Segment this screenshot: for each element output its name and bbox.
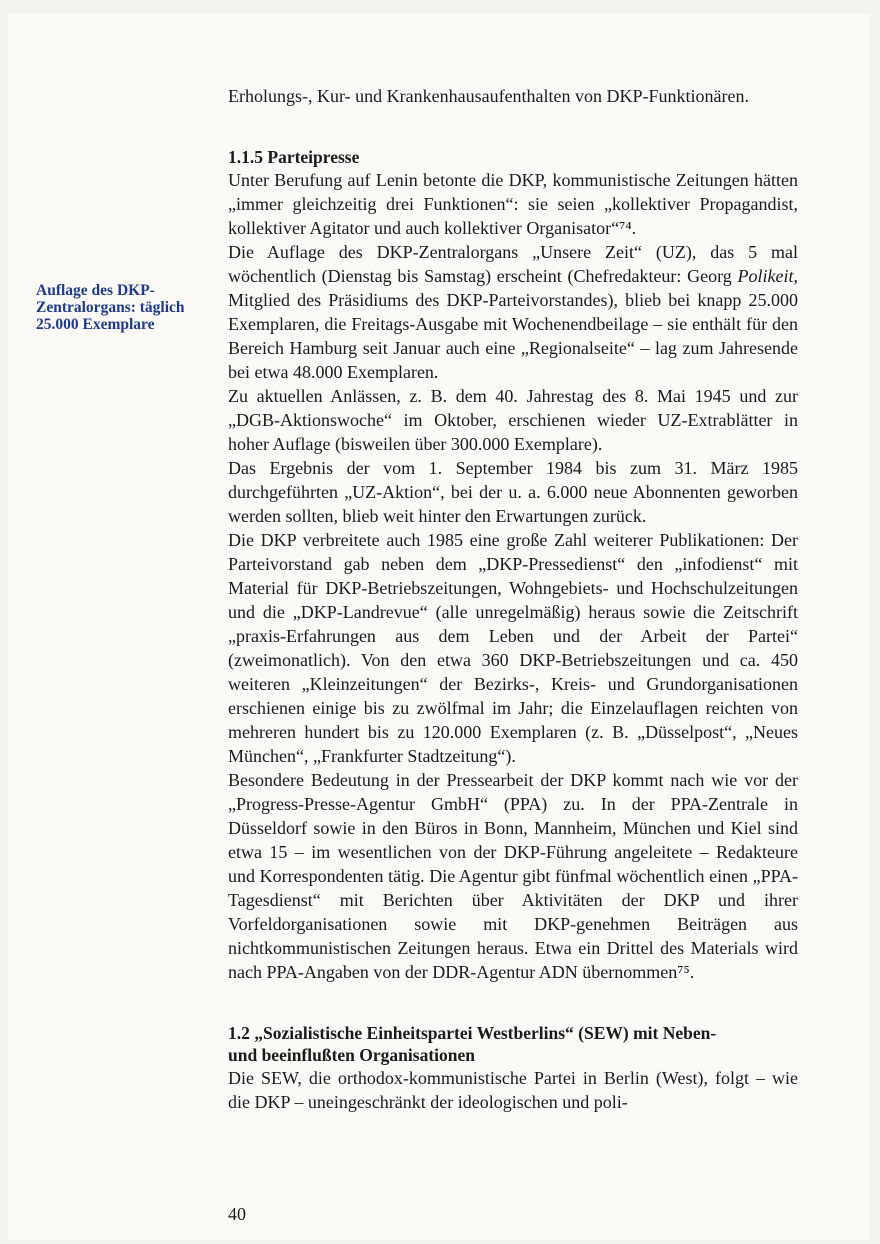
paragraph-ppa: Besondere Bedeutung in der Pressearbeit der DKP kommt nach wie vor der „Progress-Presse-Agentur GmbH“ (PPA) zu. In der PPA-Zentrale in Düsseldorf sowie in den Büros in Bonn, Mannheim, München und Kiel sind etwa 15 – im wesentlichen von der DKP-Führung angeleitete – Redakteure und Korrespondenten tätig. Die Agentur gibt fünfmal wöchentlich einen „PPA-Tagesdienst“ mit Berichten über Aktivitäten der DKP und ihrer Vorfeldorganisationen sowie mit DKP-genehmen Beiträgen aus nichtkommunistischen Zeitungen heraus. Etwa ein Drittel des Materials wird nach PPA-Angaben von der DDR-Agentur ADN übernommen⁷⁵. [228, 770, 798, 982]
section-heading-line1: 1.2 „Sozialistische Einheitspartei Westberlins“ (SEW) mit Neben- [228, 1023, 717, 1043]
document-page [8, 14, 870, 1240]
subsection-heading: 1.1.5 Parteipresse [228, 147, 360, 167]
main-text-column [228, 84, 798, 1114]
paragraph-auflage-part1: Die Auflage des DKP-Zentralorgans „Unsere Zeit“ (UZ), das 5 mal wöchentlich (Dienstag bis Samstag) erscheint (Chefredakteur: Georg [228, 242, 798, 286]
paragraph-auflage [228, 240, 798, 384]
section-heading-line2: und beeinflußten Organisationen [228, 1045, 475, 1065]
paragraph-uz-aktion: Das Ergebnis der vom 1. September 1984 bis zum 31. März 1985 durchgeführten „UZ-Aktion“, bei der u. a. 6.000 neue Abonnenten geworben werden sollten, blieb weit hinter den Erwartungen zurück. [228, 458, 798, 526]
paragraph-auflage-part2: , Mitglied des Präsidiums des DKP-Parteivorstandes), blieb bei knapp 25.000 Exemplaren, die Freitags-Ausgabe mit Wochenendbeilage – sie enthält für den Bereich Hamburg seit Januar auch eine „Regionalseite“ – lag zum Jahresende bei etwa 48.000 Exemplaren. [228, 266, 798, 382]
paragraph-publikationen: Die DKP verbreitete auch 1985 eine große Zahl weiterer Publikationen: Der Parteivorstand gab neben dem „DKP-Pressedienst“ den „infodienst“ mit Material für DKP-Betriebszeitungen, Wohngebiets- und Hochschulzeitungen und die „DKP-Landrevue“ (alle unregelmäßig) heraus sowie die Zeitschrift „praxis-Erfahrungen aus dem Leben und der Arbeit der Partei“ (zweimonatlich). Von den etwa 360 DKP-Betriebszeitungen und ca. 450 weiteren „Kleinzeitungen“ der Bezirks-, Kreis- und Grundorganisationen erschienen einige bis zu zwölfmal im Jahr; die Einzelauflagen reichten von mehreren hundert bis zu 120.000 Exemplaren (z. B. „Düsselpost“, „Neues München“, „Frankfurter Stadtzeitung“). [228, 530, 798, 766]
margin-note: Auflage des DKP-Zentralorgans: täglich 25.000 Exemplare [36, 282, 185, 333]
paragraph-anlaesse: Zu aktuellen Anlässen, z. B. dem 40. Jahrestag des 8. Mai 1945 und zur „DGB-Aktionswoche“ im Oktober, erschienen wieder UZ-Extrablätter in hoher Auflage (bisweilen über 300.000 Exemplare). [228, 386, 798, 454]
chefredakteur-name: Polikeit [737, 266, 794, 286]
paragraph-lenin: Unter Berufung auf Lenin betonte die DKP, kommunistische Zeitungen hätten „immer gleichzeitig drei Funktionen“: sie seien „kollektiver Propagandist, kollektiver Agitator und auch kollektiver Organisator“⁷⁴. [228, 170, 798, 238]
page-number: 40 [228, 1204, 246, 1224]
paragraph-sew: Die SEW, die orthodox-kommunistische Partei in Berlin (West), folgt – wie die DKP – uneingeschränkt der ideologischen und poli- [228, 1068, 798, 1112]
section-heading [228, 1022, 798, 1066]
paragraph-intro: Erholungs-, Kur- und Krankenhausaufenthalten von DKP-Funktionären. [228, 86, 750, 106]
